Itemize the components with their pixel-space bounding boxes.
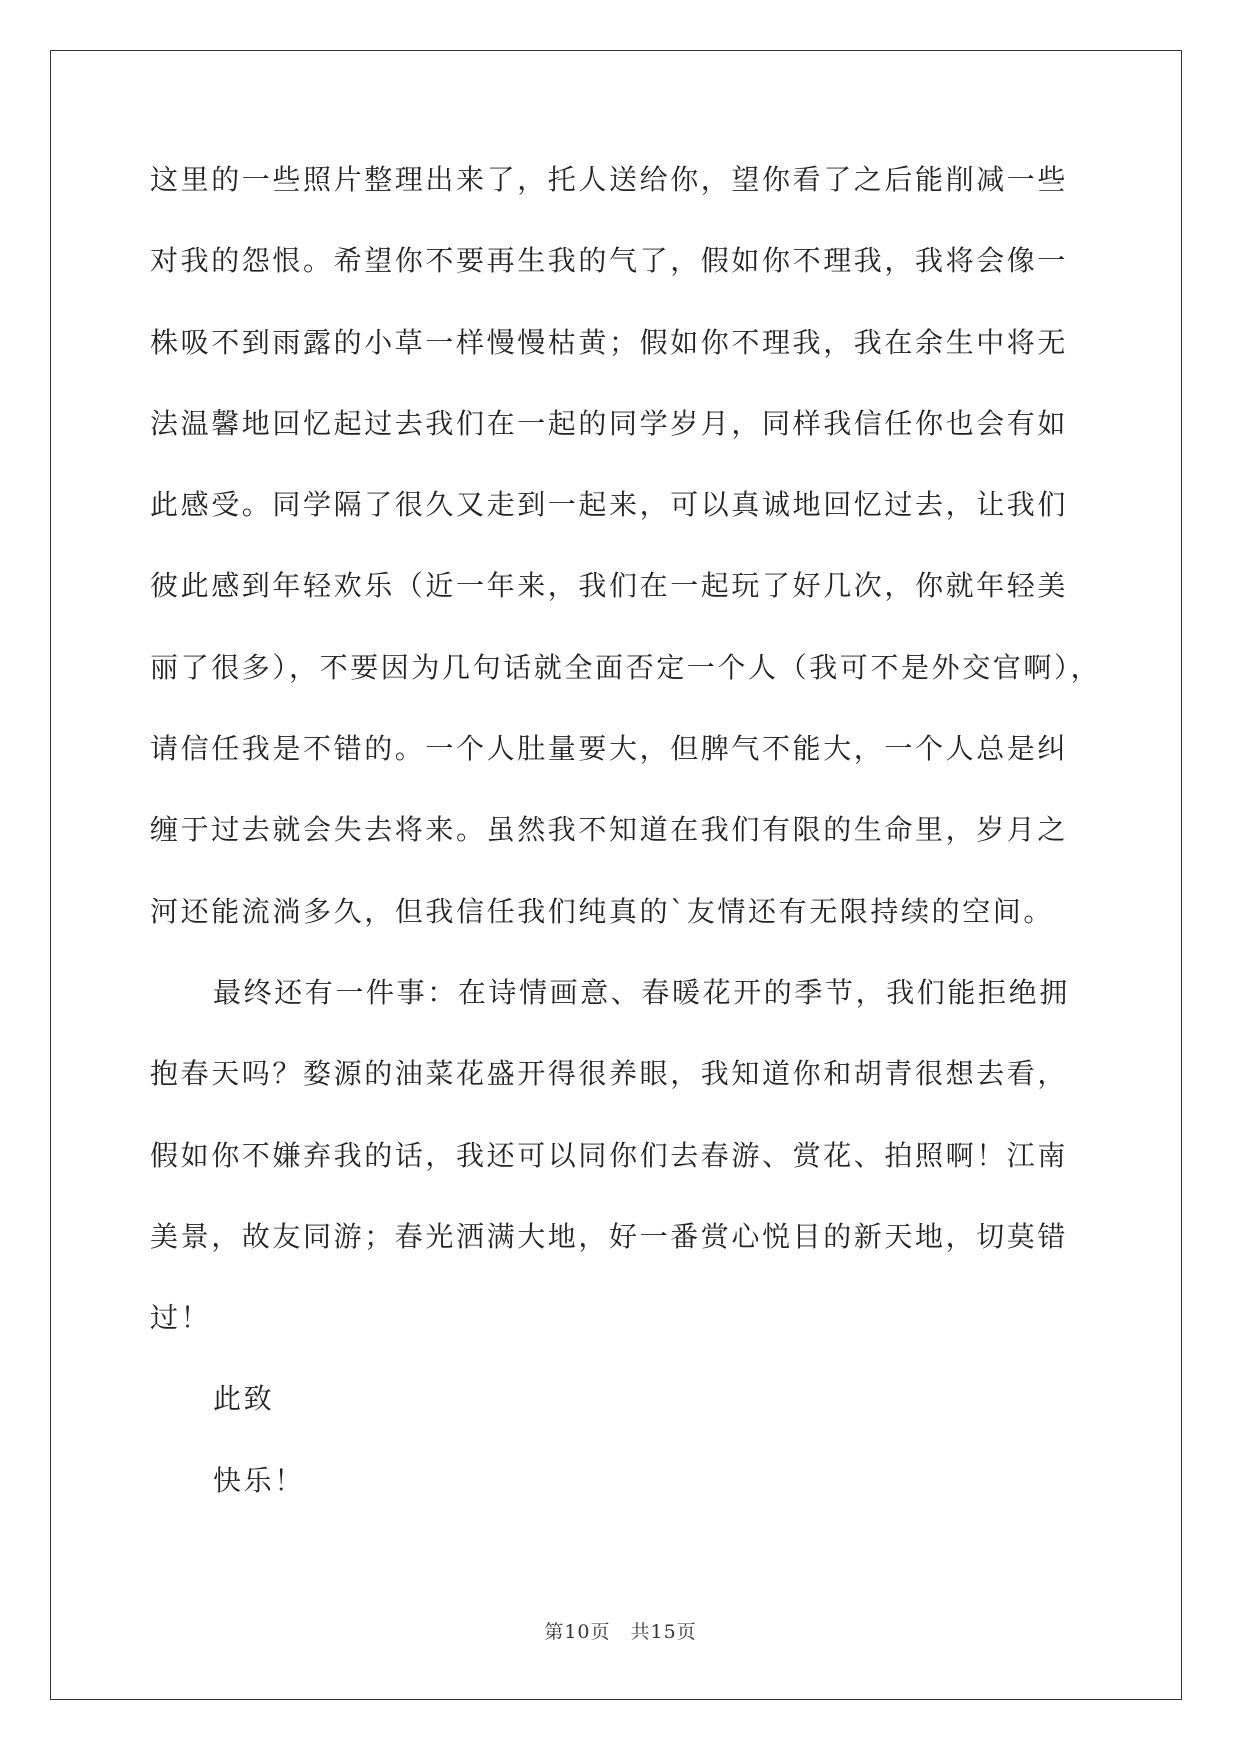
paragraph-start-line: 最终还有一件事：在诗情画意、春暖花开的季节，我们能拒绝拥 [213,975,1070,1009]
letter-body [150,163,1102,1547]
text-line: 株吸不到雨露的小草一样慢慢枯黄；假如你不理我，我在余生中将无 [150,325,1069,359]
text-line: 美景，故友同游；春光洒满大地，好一番赏心悦目的新天地，切莫错 [150,1219,1069,1253]
text-line: 缠于过去就会失去将来。虽然我不知道在我们有限的生命里，岁月之 [150,813,1069,847]
text-line: 此感受。同学隔了很久又走到一起来，可以真诚地回忆过去，让我们 [150,488,1069,522]
text-line: 河还能流淌多久，但我信任我们纯真的`友情还有无限持续的空间。 [150,894,1055,928]
text-line: 假如你不嫌弃我的话，我还可以同你们去春游、赏花、拍照啊！江南 [150,1138,1069,1172]
closing-wish: 快乐！ [213,1463,305,1497]
closing-salutation: 此致 [213,1382,275,1416]
page-number: 第10页 共15页 [544,1621,697,1643]
text-line: 丽了很多），不要因为几句话就全面否定一个人（我可不是外交官啊）， [150,650,1102,684]
text-line: 这里的一些照片整理出来了，托人送给你，望你看了之后能削减一些 [150,163,1069,196]
text-line: 对我的怨恨。希望你不要再生我的气了，假如你不理我，我将会像一 [150,244,1069,278]
text-line: 请信任我是不错的。一个人肚量要大，但脾气不能大，一个人总是纠 [150,732,1069,766]
text-line: 法温馨地回忆起过去我们在一起的同学岁月，同样我信任你也会有如 [150,406,1069,440]
text-line: 彼此感到年轻欢乐（近一年来，我们在一起玩了好几次，你就年轻美 [150,569,1069,603]
text-line: 过！ [150,1301,212,1335]
text-line: 抱春天吗？婺源的油菜花盛开得很养眼，我知道你和胡青很想去看， [150,1057,1069,1091]
